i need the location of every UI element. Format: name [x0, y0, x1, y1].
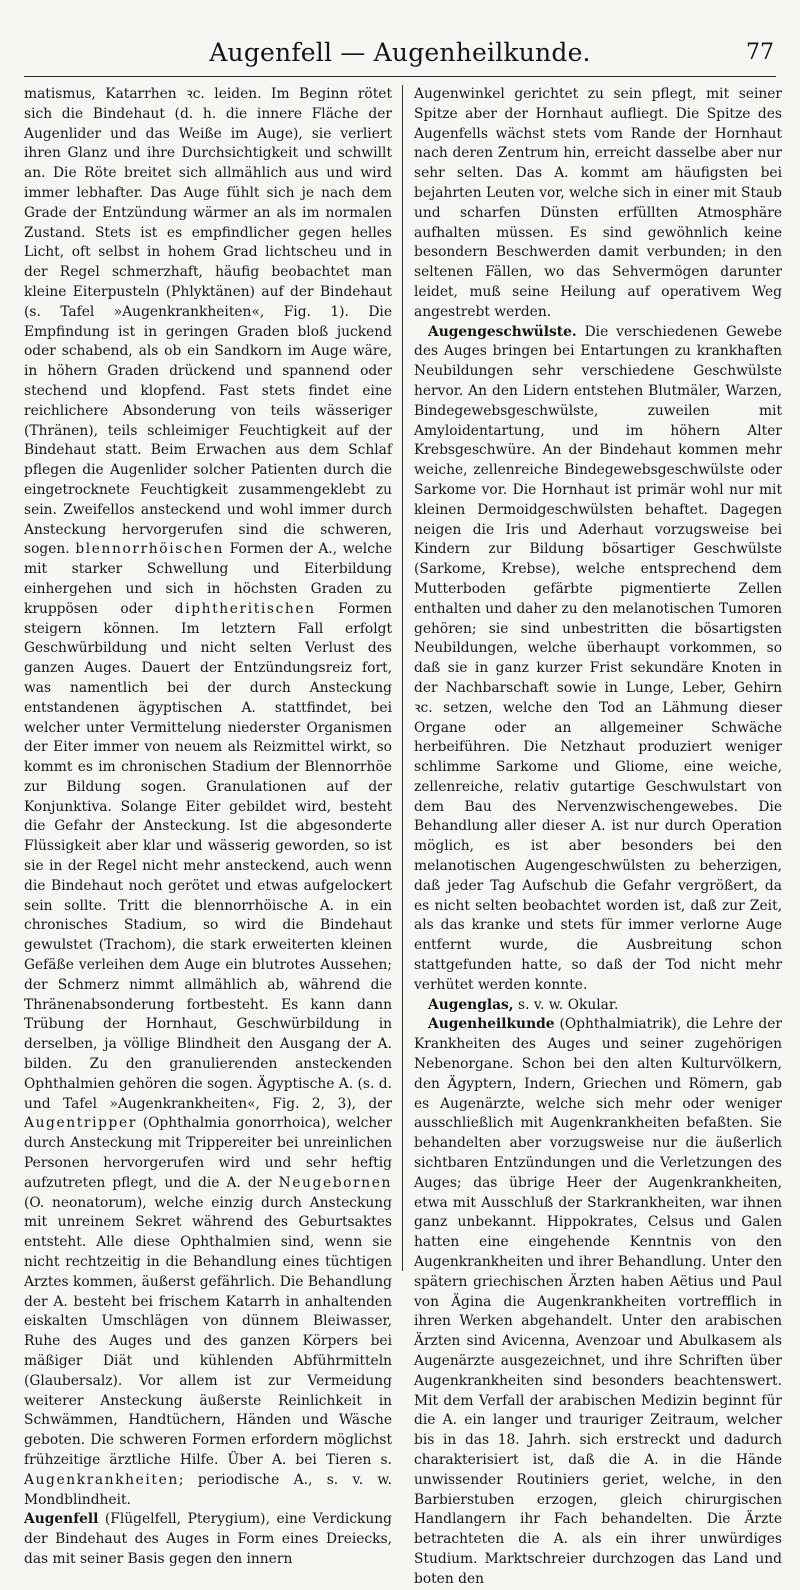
entry-augenfell: Augenfell (Flügelfell, Pterygium), eine Verdickung der Bindehaut des Auges in Form eines Dreiecks, das mit seiner Basis gegen den innern — [24, 1511, 393, 1567]
left-column — [24, 85, 403, 1567]
entry-augengeschwuelste: Augengeschwülste. Die verschiedenen Gewebe des Auges bringen bei Entartungen zu krankhaften Neubildungen sehr verschiedene Geschwülste hervor. An den Lidern entstehen Blutmäler, Warzen, Bindegewebsgeschwülste, zuweilen mit Amyloidentartung, und im höhern Alter Krebsgeschwüre. An der Bindehaut kommen mehr weiche, zellenreiche Bindegewebsgeschwülste oder Sarkome vor. Die Hornhaut ist primär wohl nur mit kleinen Dermoidgeschwülsten behaftet. Dagegen neigen die Iris und Aderhaut vorzugsweise bei Kindern zur Bildung bösartiger Geschwülste (Sarkome, Krebse), welche entsprechend dem Mutterboden gefärbte pigmentierte Zellen enthalten und daher zu den melanotischen Tumoren gehören; sie sind unbestritten die bösartigsten Neubildungen, welche überhaupt vorkommen, so daß sie in ganz kurzer Frist sekundäre Knoten in der Nachbarschaft sowie in Lunge, Leber, Gehirn ꝛc. setzen, welche den Tod an Lähmung dieser Organe oder an allgemeiner Schwäche herbeiführen. Die Netzhaut produziert weniger schlimme Sarkome und Gliome, eine weiche, zellenreiche, relativ gutartige Geschwulstart von dem Bau des Nervenzwischengewebes. Die Behandlung aller dieser A. ist nur durch Operation möglich, es ist aber besonders bei den melanotischen Augengeschwülsten zu beherzigen, daß jeder Tag Aufschub die Gefahr vergrößert, da es nicht selten beobachtet worden ist, daß zur Zeit, als das kranke und stets für immer verlorne Auge entfernt wurde, die Ausbreitung schon stattgefunden hatte, so daß der Tod nicht mehr verhütet werden konnte. — [414, 323, 782, 993]
cross-reference: Augenkrankheiten — [24, 1471, 179, 1488]
paragraph-continued-right: Augenwinkel gerichtet zu sein pflegt, mit seiner Spitze aber der Hornhaut aufliegt. Die Spitze des Augenfells wächst stets vom Rande der Hornhaut nach deren Zentrum hin, erreicht dasselbe aber nur sehr selten. Das A. kommt am häufigsten bei bejahrten Leuten vor, welche sich in einer mit Staub und scharfen Dünsten erfüllten Atmosphäre aufhalten müssen. Es sind gewöhnlich keine besondern Beschwerden damit verbunden; in den seltenen Fällen, wo das Sehvermögen darunter leidet, muß seine Heilung auf operativem Weg angestrebt werden. — [414, 86, 782, 320]
spaced-term: Augentripper — [24, 1115, 137, 1132]
spaced-term: blennorrhöischen — [75, 541, 224, 558]
headword: Augenglas, — [428, 996, 514, 1013]
headword: Augenheilkunde — [428, 1016, 555, 1033]
header-title: Augenfell — Augenheilkunde. — [209, 38, 591, 67]
entry-augenglas: Augenglas, s. v. w. Okular. — [428, 996, 619, 1013]
spaced-term: diphtheritischen — [174, 600, 316, 617]
running-header — [24, 36, 776, 77]
spaced-term: Neugebornen — [278, 1174, 392, 1191]
page-number: 77 — [746, 40, 774, 65]
headword: Augengeschwülste. — [428, 323, 577, 340]
headword: Augenfell — [24, 1511, 99, 1528]
entry-augenheilkunde: Augenheilkunde (Ophthalmiatrik), die Lehre der Krankheiten des Auges und seiner zugehörigen Nebenorgane. Schon bei den alten Kulturvölkern, den Ägyptern, Indern, Griechen und Römern, gab es Augenärzte, welche sich mehr oder weniger ausschließlich mit Augenkrankheiten befaßten. Sie behandelten aber vorzugsweise nur die äußerlich sichtbaren Entzündungen und die Verletzungen des Auges; das übrige Heer der Augenkrankheiten, etwa mit Ausschluß der Starkrankheiten, war ihnen ganz unbekannt. Hippokrates, Celsus und Galen hatten eine eingehende Kenntnis von den Augenkrankheiten und ihrer Behandlung. Unter den spätern griechischen Ärzten haben Aëtius und Paul von Ägina die Augenkrankheiten vortrefflich in ihren Werken abgehandelt. Unter den arabischen Ärzten sind Avicenna, Avenzoar und Abulkasem als Augenärzte ausgezeichnet, und ihre Schriften über Augenkrankheiten sind besonders beachtenswert. Mit dem Verfall der arabischen Medizin beginnt für die A. ein langer und trauriger Zeitraum, welcher bis in das 18. Jahrh. sich erstreckt und dadurch charakterisiert ist, daß die A. in die Hände unwissender Routiniers geriet, welche, in den Barbierstuben erzogen, gleich chirurgischen Handlangern ihr Fach behandelten. Die Ärzte betrachteten die A. als ein ihrer unwürdiges Studium. Marktschreier durchzogen das Land und boten den — [414, 1016, 782, 1587]
text-columns — [24, 85, 782, 1587]
right-column — [403, 85, 782, 1587]
paragraph-continued: matismus, Katarrhen ꝛc. leiden. Im Beginn rötet sich die Bindehaut (d. h. die innere Fläche der Augenlider und das Weiße im Auge), sie verliert ihren Glanz und ihre Durchsichtigkeit und schwillt an. Die Röte breitet sich allmählich aus und wird immer lebhafter. Das Auge fühlt sich je nach dem Grade der Entzündung wärmer an als im normalen Zustand. Stets ist es empfindlicher gegen helles Licht, oft selbst in hohem Grad lichtscheu und in der Regel schmerzhaft, häufig beobachtet man kleine Eiterpusteln (Phlyktänen) auf der Bindehaut (s. Tafel »Augenkrankheiten«, Fig. 1). Die Empfindung ist in geringen Graden bloß juckend oder schabend, als ob ein Sandkorn im Auge wäre, in höhern Graden drückend und spannend oder stechend und klopfend. Fast stets findet eine reichlichere Absonderung von teils wässeriger (Thränen), teils schleimiger Feuchtigkeit auf der Bindehaut statt. Beim Erwachen aus dem Schlaf pflegen die Augenlider solcher Patienten durch die eingetrocknete Feuchtigkeit zusammengeklebt zu sein. Zweifellos ansteckend und wohl immer durch Ansteckung hervorgerufen sind die schweren, sogen. blennorrhöischen Formen der A., welche mit starker Schwellung und Eiterbildung einhergehen und sich in höchsten Graden zu kruppösen oder diphtheritischen Formen steigern können. Im letztern Fall erfolgt Geschwürbildung und nicht selten Verlust des ganzen Auges. Dauert der Entzündungsreiz fort, was namentlich bei der durch Ansteckung entstandenen ägyptischen A. stattfindet, bei welcher unter Vermittelung niederster Organismen der Eiter immer von neuem als Reizmittel wirkt, so kommt es im chronischen Stadium der Blennorrhöe zur Bildung sogen. Granulationen auf der Konjunktiva. Solange Eiter gebildet wird, besteht die Gefahr der Ansteckung. Ist die abgesonderte Flüssigkeit aber klar und wässerig geworden, so ist sie in der Regel nicht mehr ansteckend, auch wenn die Bindehaut noch gerötet und etwas aufgelockert sein sollte. Tritt die blennorrhöische A. in ein chronisches Stadium, so wird die Bindehaut gewulstet (Trachom), die stark erweiterten kleinen Gefäße verleihen dem Auge ein blutrotes Aussehen; der Schmerz nimmt allmählich ab, während die Thränenabsonderung fortbesteht. Es kann dann Trübung der Hornhaut, Geschwürbildung in derselben, ja völlige Blindheit den Ausgang der A. bilden. Zu den granulierenden ansteckenden Ophthalmien gehören die sogen. Ägyptische A. (s. d. und Tafel »Augenkrankheiten«, Fig. 2, 3), der Augentripper (Ophthalmia gonorrhoica), welcher durch Ansteckung mit Trippereiter bei unreinlichen Personen hervorgerufen wird und sehr heftig aufzutreten pflegt, und die A. der Neugebornen (O. neonatorum), welche einzig durch Ansteckung mit unreinem Sekret während des Geburtsaktes entsteht. Alle diese Ophthalmien sind, wenn sie nicht rechtzeitig in die Behandlung eines tüchtigen Arztes kommen, äußerst gefährlich. Die Behandlung der A. besteht bei frischem Katarrh in anhaltenden eiskalten Umschlägen von dünnem Bleiwasser, Ruhe des Auges und des ganzen Körpers bei mäßiger Diät und kühlenden Abführmitteln (Glaubersalz). Vor allem ist zur Vermeidung weiterer Ansteckung äußerste Reinlichkeit in Schwämmen, Handtüchern, Händen und Wäsche geboten. Die schweren Formen erfordern möglichst frühzeitige ärztliche Hilfe. Über A. bei Tieren s. Augenkrankheiten; periodische A., s. v. w. Mondblindheit. — [24, 86, 393, 1508]
